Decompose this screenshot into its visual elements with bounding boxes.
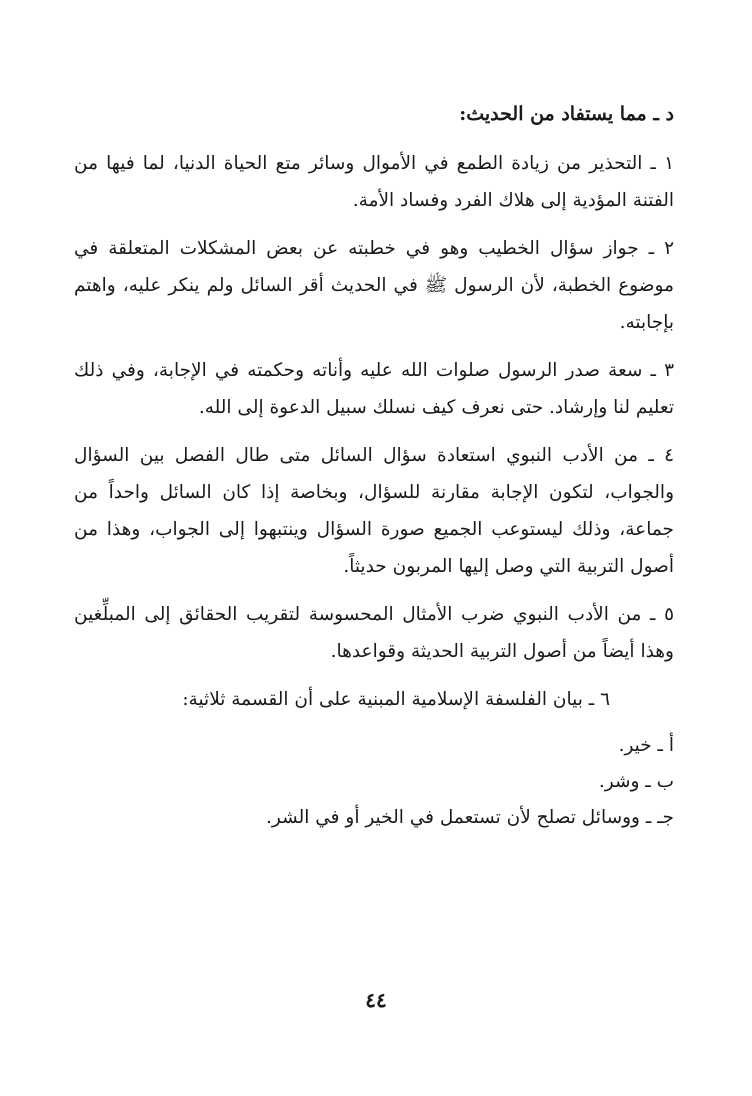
subitem-c: جـ ـ ووسائل تصلح لأن تستعمل في الخير أو في الشر. — [266, 807, 674, 828]
point-1: ١ ـ التحذير من زيادة الطمع في الأموال وسائر متع الحياة الدنيا، لما فيها من الفتنة المؤدية إلى هلاك الفرد وفساد الأمة. — [74, 153, 674, 211]
point-6: ٦ ـ بيان الفلسفة الإسلامية المبنية على أن القسمة ثلاثية: — [182, 689, 610, 710]
subitem-a: أ ـ خير. — [618, 735, 674, 756]
section-heading: د ـ مما يستفاد من الحديث: — [459, 103, 674, 125]
point-2: ٢ ـ جواز سؤال الخطيب وهو في خطبته عن بعض المشكلات المتعلقة في موضوع الخطبة، لأن الرسول ﷺ في الحديث أقر السائل ولم ينكر عليه، واهتم بإجابته. — [74, 238, 674, 333]
point-5: ٥ ـ من الأدب النبوي ضرب الأمثال المحسوسة لتقريب الحقائق إلى المبلِّغين وهذا أيضاً من أصول التربية الحديثة وقواعدها. — [74, 604, 674, 662]
subitem-b: ب ـ وشر. — [598, 771, 674, 792]
point-3: ٣ ـ سعة صدر الرسول صلوات الله عليه وأناته وحكمته في الإجابة، وفي ذلك تعليم لنا وإرشاد. حتى نعرف كيف نسلك سبيل الدعوة إلى الله. — [74, 360, 674, 418]
point-4: ٤ ـ من الأدب النبوي استعادة سؤال السائل متى طال الفصل بين السؤال والجواب، لتكون الإجابة مقارنة للسؤال، وبخاصة إذا كان السائل واحداً من جماعة، وذلك ليستوعب الجميع صورة السؤال وينتبهوا إلى الجواب، وهذا من أصول التربية التي وصل إليها المربون حديثاً. — [74, 445, 674, 577]
page-content — [74, 96, 674, 836]
subitem-list — [74, 728, 674, 836]
page-number: ٤٤ — [365, 988, 387, 1012]
